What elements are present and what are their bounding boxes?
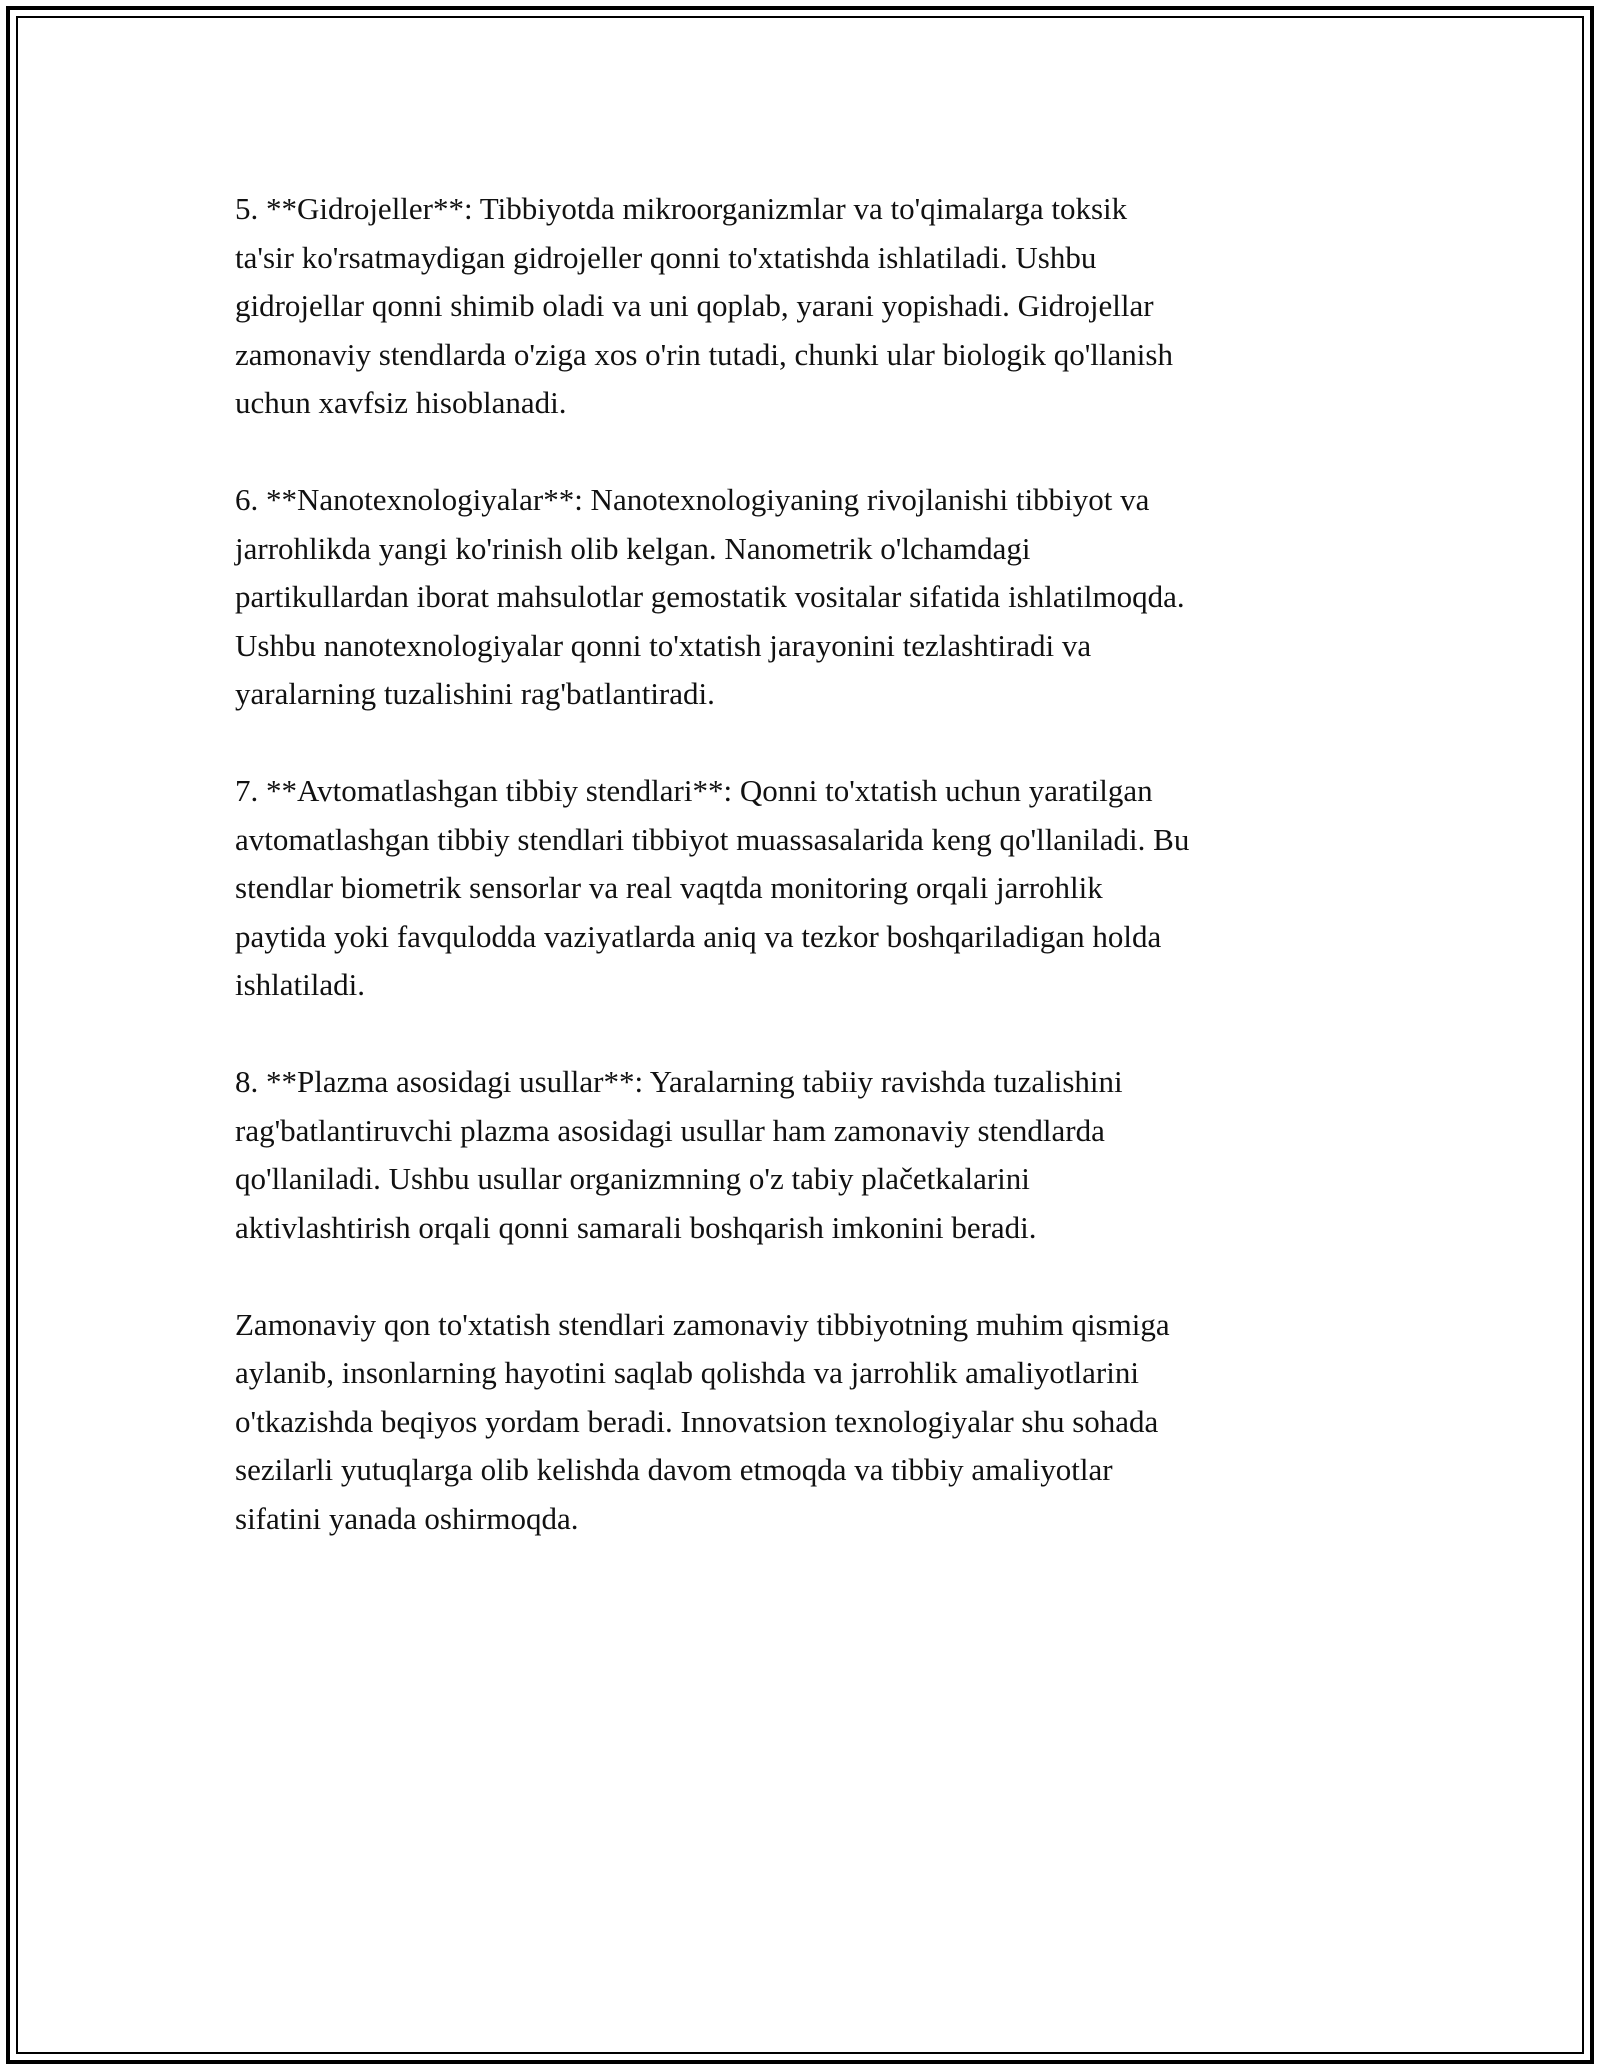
paragraph-plazma-usullar: 8. **Plazma asosidagi usullar**: Yaralarning tabiiy ravishda tuzalishini rag'batlantiruvchi plazma asosidagi usullar ham zamonaviy stendlarda qo'llaniladi. Ushbu usullar organizmning o'z tabiy plačetkalarini aktivlashtirish orqali qonni samarali boshqarish imkonini beradi. bbox=[235, 1064, 1123, 1245]
paragraph-conclusion: Zamonaviy qon to'xtatish stendlari zamonaviy tibbiyotning muhim qismiga aylanib, insonlarning hayotini saqlab qolishda va jarrohlik amaliyotlarini o'tkazishda beqiyos yordam beradi. Innovatsion texnologiyalar shu sohada sezilarli yutuqlarga olib kelishda davom etmoqda va tibbiy amaliyotlar sifatini yanada oshirmoqda. bbox=[235, 1306, 1170, 1536]
paragraph-nanotexnologiyalar: 6. **Nanotexnologiyalar**: Nanotexnologiyaning rivojlanishi tibbiyot va jarrohlikda yangi ko'rinish olib kelgan. Nanometrik o'lchamdagi partikullardan iborat mahsulotlar gemostatik vositalar sifatida ishlatilmoqda. Ushbu nanotexnologiyalar qonni to'xtatish jarayonini tezlashtiradi va yaralarning tuzalishini rag'batlantiradi. bbox=[235, 482, 1185, 711]
paragraph-avtomatlashgan-stendlar: 7. **Avtomatlashgan tibbiy stendlari**: Qonni to'xtatish uchun yaratilgan avtomatlashgan tibbiy stendlari tibbiyot muassasalarida keng qo'llaniladi. Bu stendlar biometrik sensorlar va real vaqtda monitoring orqali jarrohlik paytida yoki favqulodda vaziyatlarda aniq va tezkor boshqariladigan holda ishlatiladi. bbox=[235, 773, 1190, 1002]
paragraph-gidrojeller: 5. **Gidrojeller**: Tibbiyotda mikroorganizmlar va to'qimalarga toksik ta'sir ko'rsatmaydigan gidrojeller qonni to'xtatishda ishlatiladi. Ushbu gidrojellar qonni shimib oladi va uni qoplab, yarani yopishadi. Gidrojellar zamonaviy stendlarda o'ziga xos o'rin tutadi, chunki ular biologik qo'llanish uchun xavfsiz hisoblanadi. bbox=[235, 191, 1173, 420]
document-body bbox=[235, 185, 1385, 1592]
